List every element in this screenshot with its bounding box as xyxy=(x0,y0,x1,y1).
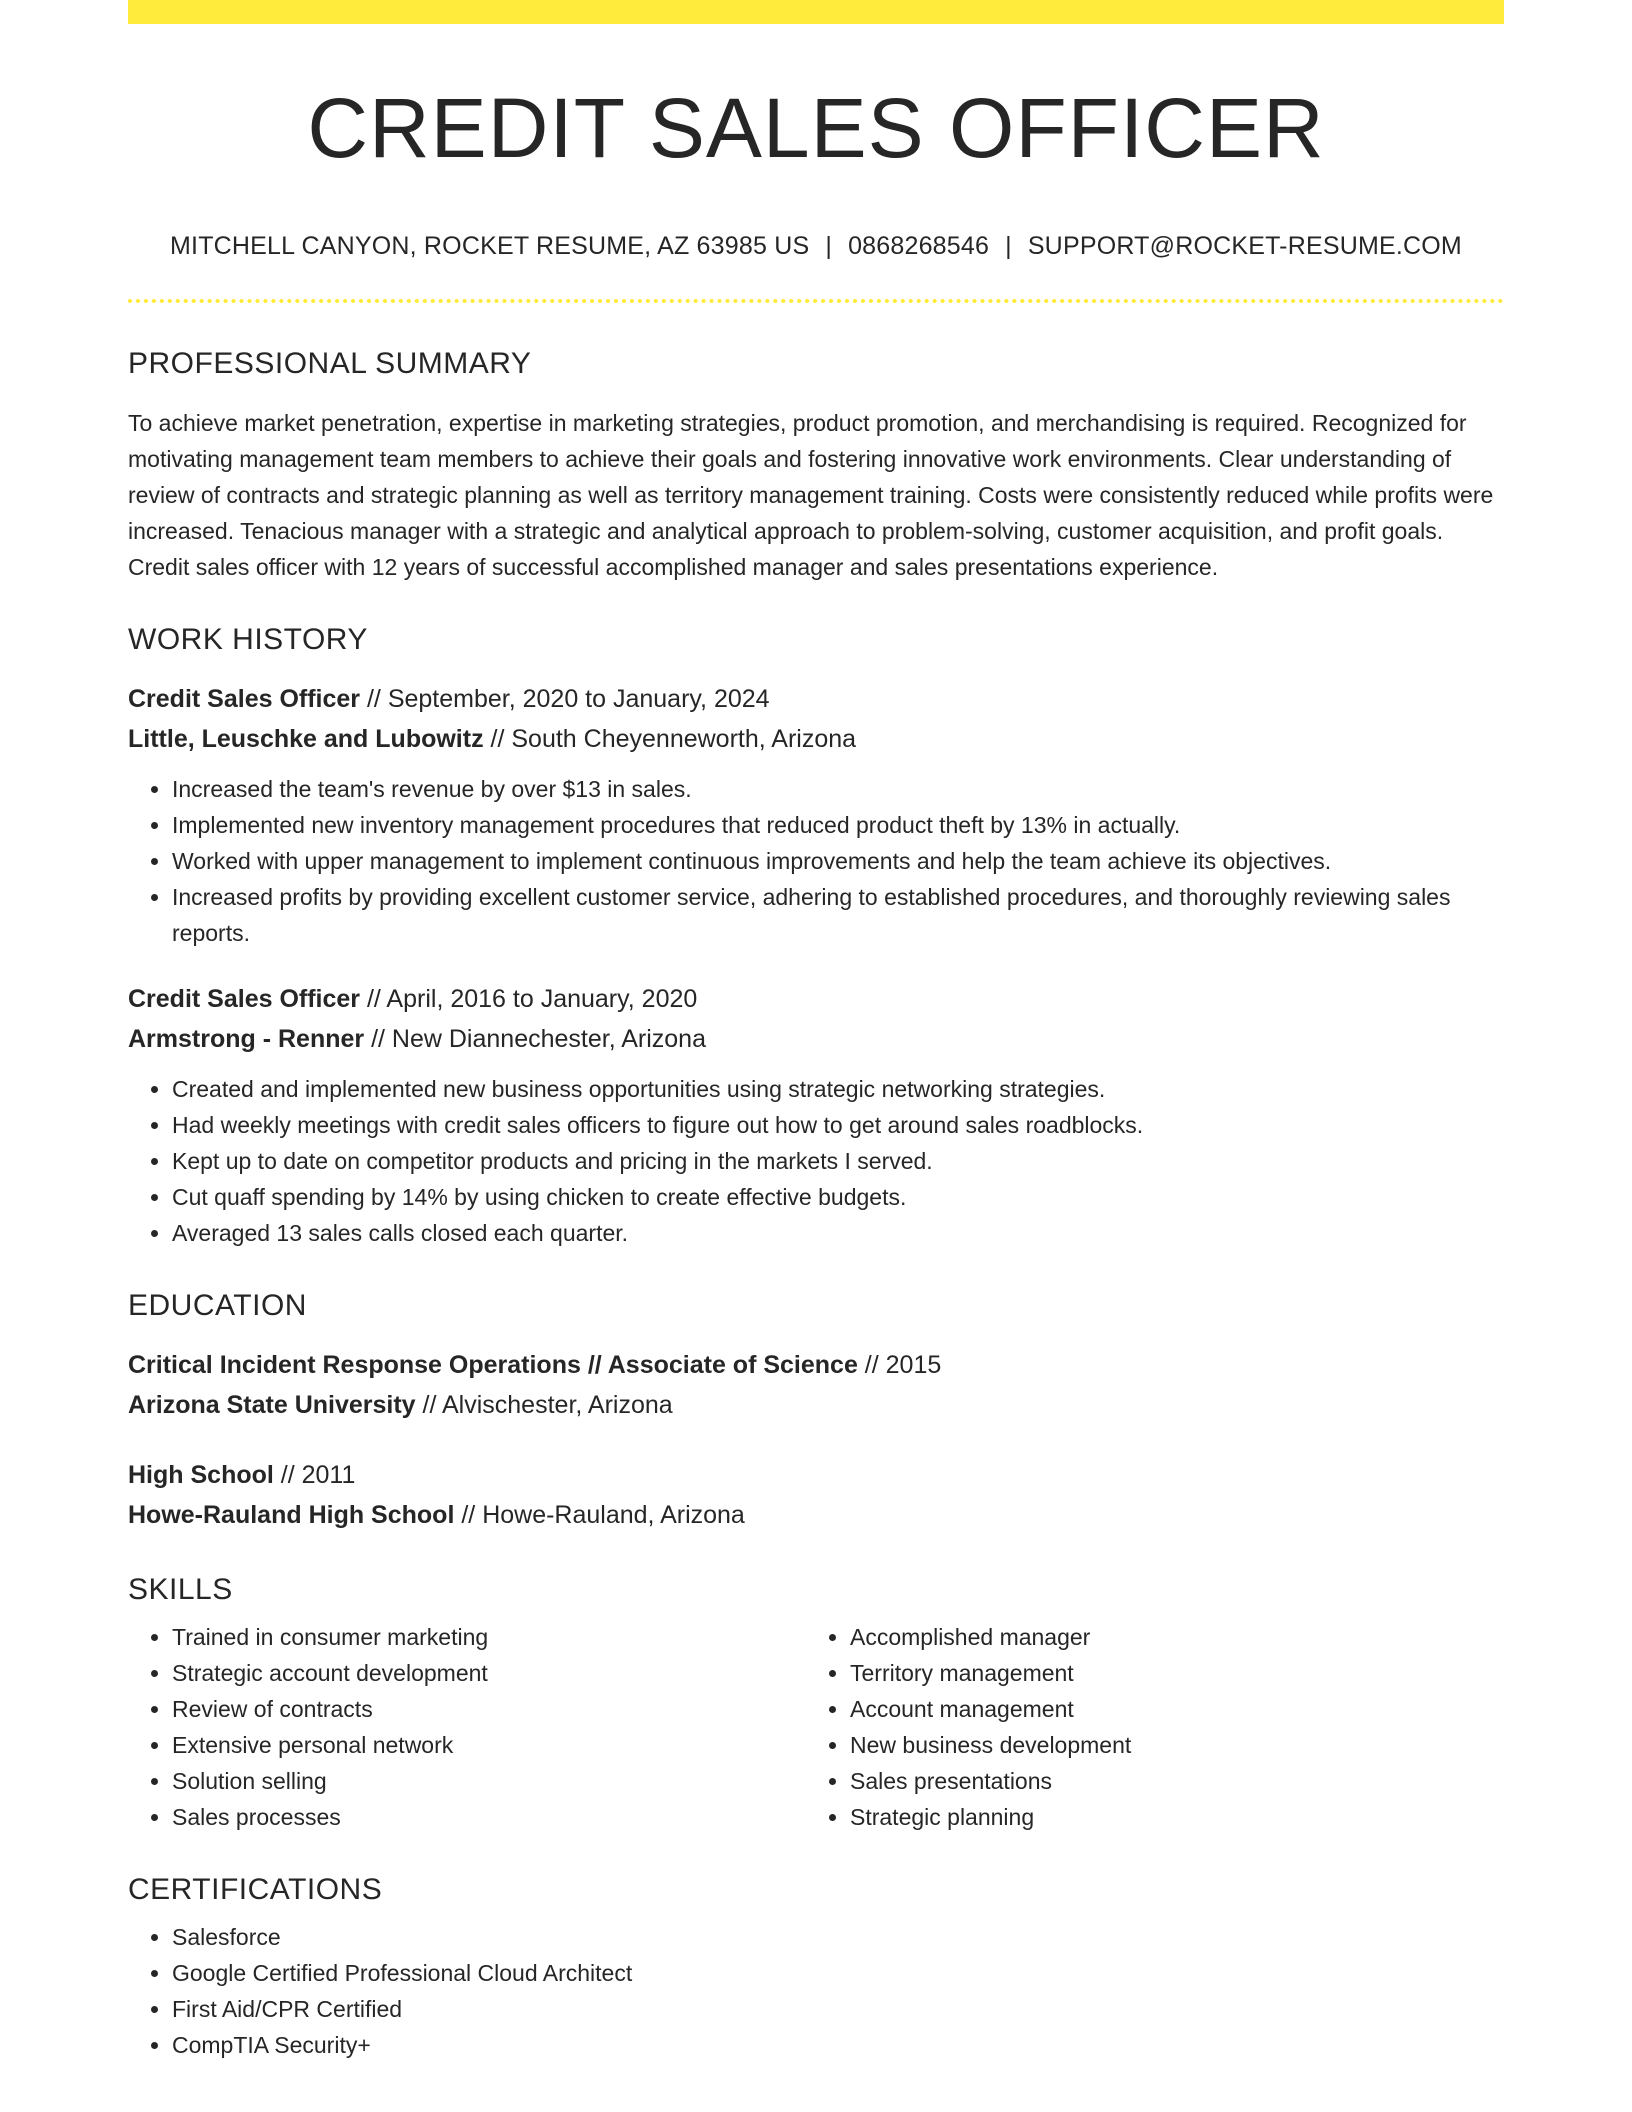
job-company: Little, Leuschke and Lubowitz xyxy=(128,725,484,753)
education-entry xyxy=(128,1345,1504,1425)
list-item: • CompTIA Security+ xyxy=(172,2027,1504,2063)
contact-address: MITCHELL CANYON, ROCKET RESUME, AZ 63985 US xyxy=(170,232,810,260)
skills-grid xyxy=(128,1619,1504,1835)
list-item: • Sales processes xyxy=(172,1799,806,1835)
section-title-certifications: CERTIFICATIONS xyxy=(128,1873,383,1906)
job-role-line xyxy=(128,679,1504,719)
contact-phone[interactable]: 0868268546 xyxy=(848,232,990,260)
education-degree: Critical Incident Response Operations // Associate of Science xyxy=(128,1351,858,1379)
certifications-list xyxy=(128,1919,1504,2063)
education-entry xyxy=(128,1455,1504,1535)
list-item: • Review of contracts xyxy=(172,1691,806,1727)
job-company: Armstrong - Renner xyxy=(128,1025,365,1053)
education-location: // Alvischester, Arizona xyxy=(415,1391,673,1419)
list-item: • Sales presentations xyxy=(850,1763,1484,1799)
list-item: • Kept up to date on competitor products and pricing in the markets I served. xyxy=(172,1143,1504,1179)
education-location: // Howe-Rauland, Arizona xyxy=(454,1501,745,1529)
list-item: • Strategic planning xyxy=(850,1799,1484,1835)
section-title-skills: SKILLS xyxy=(128,1573,233,1606)
job-bullets xyxy=(128,771,1504,951)
job-company-line xyxy=(128,719,1504,759)
section-title-work-history: WORK HISTORY xyxy=(128,623,368,656)
list-item: • Had weekly meetings with credit sales officers to figure out how to get around sales roadblocks. xyxy=(172,1107,1504,1143)
education-year: // 2015 xyxy=(857,1351,942,1379)
list-item: • Account management xyxy=(850,1691,1484,1727)
list-item: • Solution selling xyxy=(172,1763,806,1799)
contact-separator: | xyxy=(1005,232,1012,260)
dotted-divider xyxy=(128,299,1504,303)
education-school-line xyxy=(128,1385,1504,1425)
job-entry xyxy=(128,979,1504,1251)
contact-email[interactable]: SUPPORT@ROCKET-RESUME.COM xyxy=(1027,232,1462,260)
list-item: • Increased the team's revenue by over $13 in sales. xyxy=(172,771,1504,807)
list-item: • Territory management xyxy=(850,1655,1484,1691)
job-company-line xyxy=(128,1019,1504,1059)
education-degree-line xyxy=(128,1455,1504,1495)
job-role: Credit Sales Officer xyxy=(128,985,361,1013)
list-item: • Extensive personal network xyxy=(172,1727,806,1763)
education-school-line xyxy=(128,1495,1504,1535)
list-item: • Implemented new inventory management procedures that reduced product theft by 13% in actually. xyxy=(172,807,1504,843)
job-location: // South Cheyenneworth, Arizona xyxy=(483,725,857,753)
education-school: Arizona State University xyxy=(128,1391,416,1419)
list-item: • Accomplished manager xyxy=(850,1619,1484,1655)
resume-page xyxy=(128,0,1504,2063)
job-dates: // April, 2016 to January, 2020 xyxy=(360,985,698,1013)
education-degree: High School xyxy=(128,1461,274,1489)
list-item: • Salesforce xyxy=(172,1919,1504,1955)
summary-text: To achieve market penetration, expertise in marketing strategies, product promotion, and merchandising is required. Recognized for motivating management team members to achieve their goals and fostering innovative work environments. Clear understanding of review of contracts and strategic planning as well as territory management training. Costs were consistently reduced while profits were increased. Tenacious manager with a strategic and analytical approach to problem-solving, customer acquisition, and profit goals. Credit sales officer with 12 years of successful accomplished manager and sales presentations experience. xyxy=(128,410,1494,580)
contact-line xyxy=(128,234,1504,259)
list-item: • Google Certified Professional Cloud Architect xyxy=(172,1955,1504,1991)
job-role-line xyxy=(128,979,1504,1019)
list-item: • New business development xyxy=(850,1727,1484,1763)
list-item: • Strategic account development xyxy=(172,1655,806,1691)
education-degree-line xyxy=(128,1345,1504,1385)
accent-top-bar xyxy=(128,0,1504,24)
job-entry xyxy=(128,679,1504,951)
skills-column-left xyxy=(128,1619,806,1835)
section-title-education: EDUCATION xyxy=(128,1289,307,1322)
section-title-summary: PROFESSIONAL SUMMARY xyxy=(128,347,532,380)
list-item: • Averaged 13 sales calls closed each quarter. xyxy=(172,1215,1504,1251)
list-item: • Worked with upper management to implement continuous improvements and help the team achieve its objectives. xyxy=(172,843,1504,879)
job-location: // New Diannechester, Arizona xyxy=(364,1025,706,1053)
job-role: Credit Sales Officer xyxy=(128,685,361,713)
contact-separator: | xyxy=(825,232,833,260)
education-school: Howe-Rauland High School xyxy=(128,1501,455,1529)
job-dates: // September, 2020 to January, 2024 xyxy=(360,685,770,713)
skills-column-right xyxy=(806,1619,1484,1835)
education-year: // 2011 xyxy=(273,1461,356,1489)
list-item: • Cut quaff spending by 14% by using chicken to create effective budgets. xyxy=(172,1179,1504,1215)
list-item: • First Aid/CPR Certified xyxy=(172,1991,1504,2027)
list-item: • Trained in consumer marketing xyxy=(172,1619,806,1655)
list-item: • Created and implemented new business opportunities using strategic networking strategies. xyxy=(172,1071,1504,1107)
list-item: • Increased profits by providing excellent customer service, adhering to established procedures, and thoroughly reviewing sales reports. xyxy=(172,879,1504,951)
job-bullets xyxy=(128,1071,1504,1251)
resume-title: CREDIT SALES OFFICER xyxy=(307,81,1325,175)
